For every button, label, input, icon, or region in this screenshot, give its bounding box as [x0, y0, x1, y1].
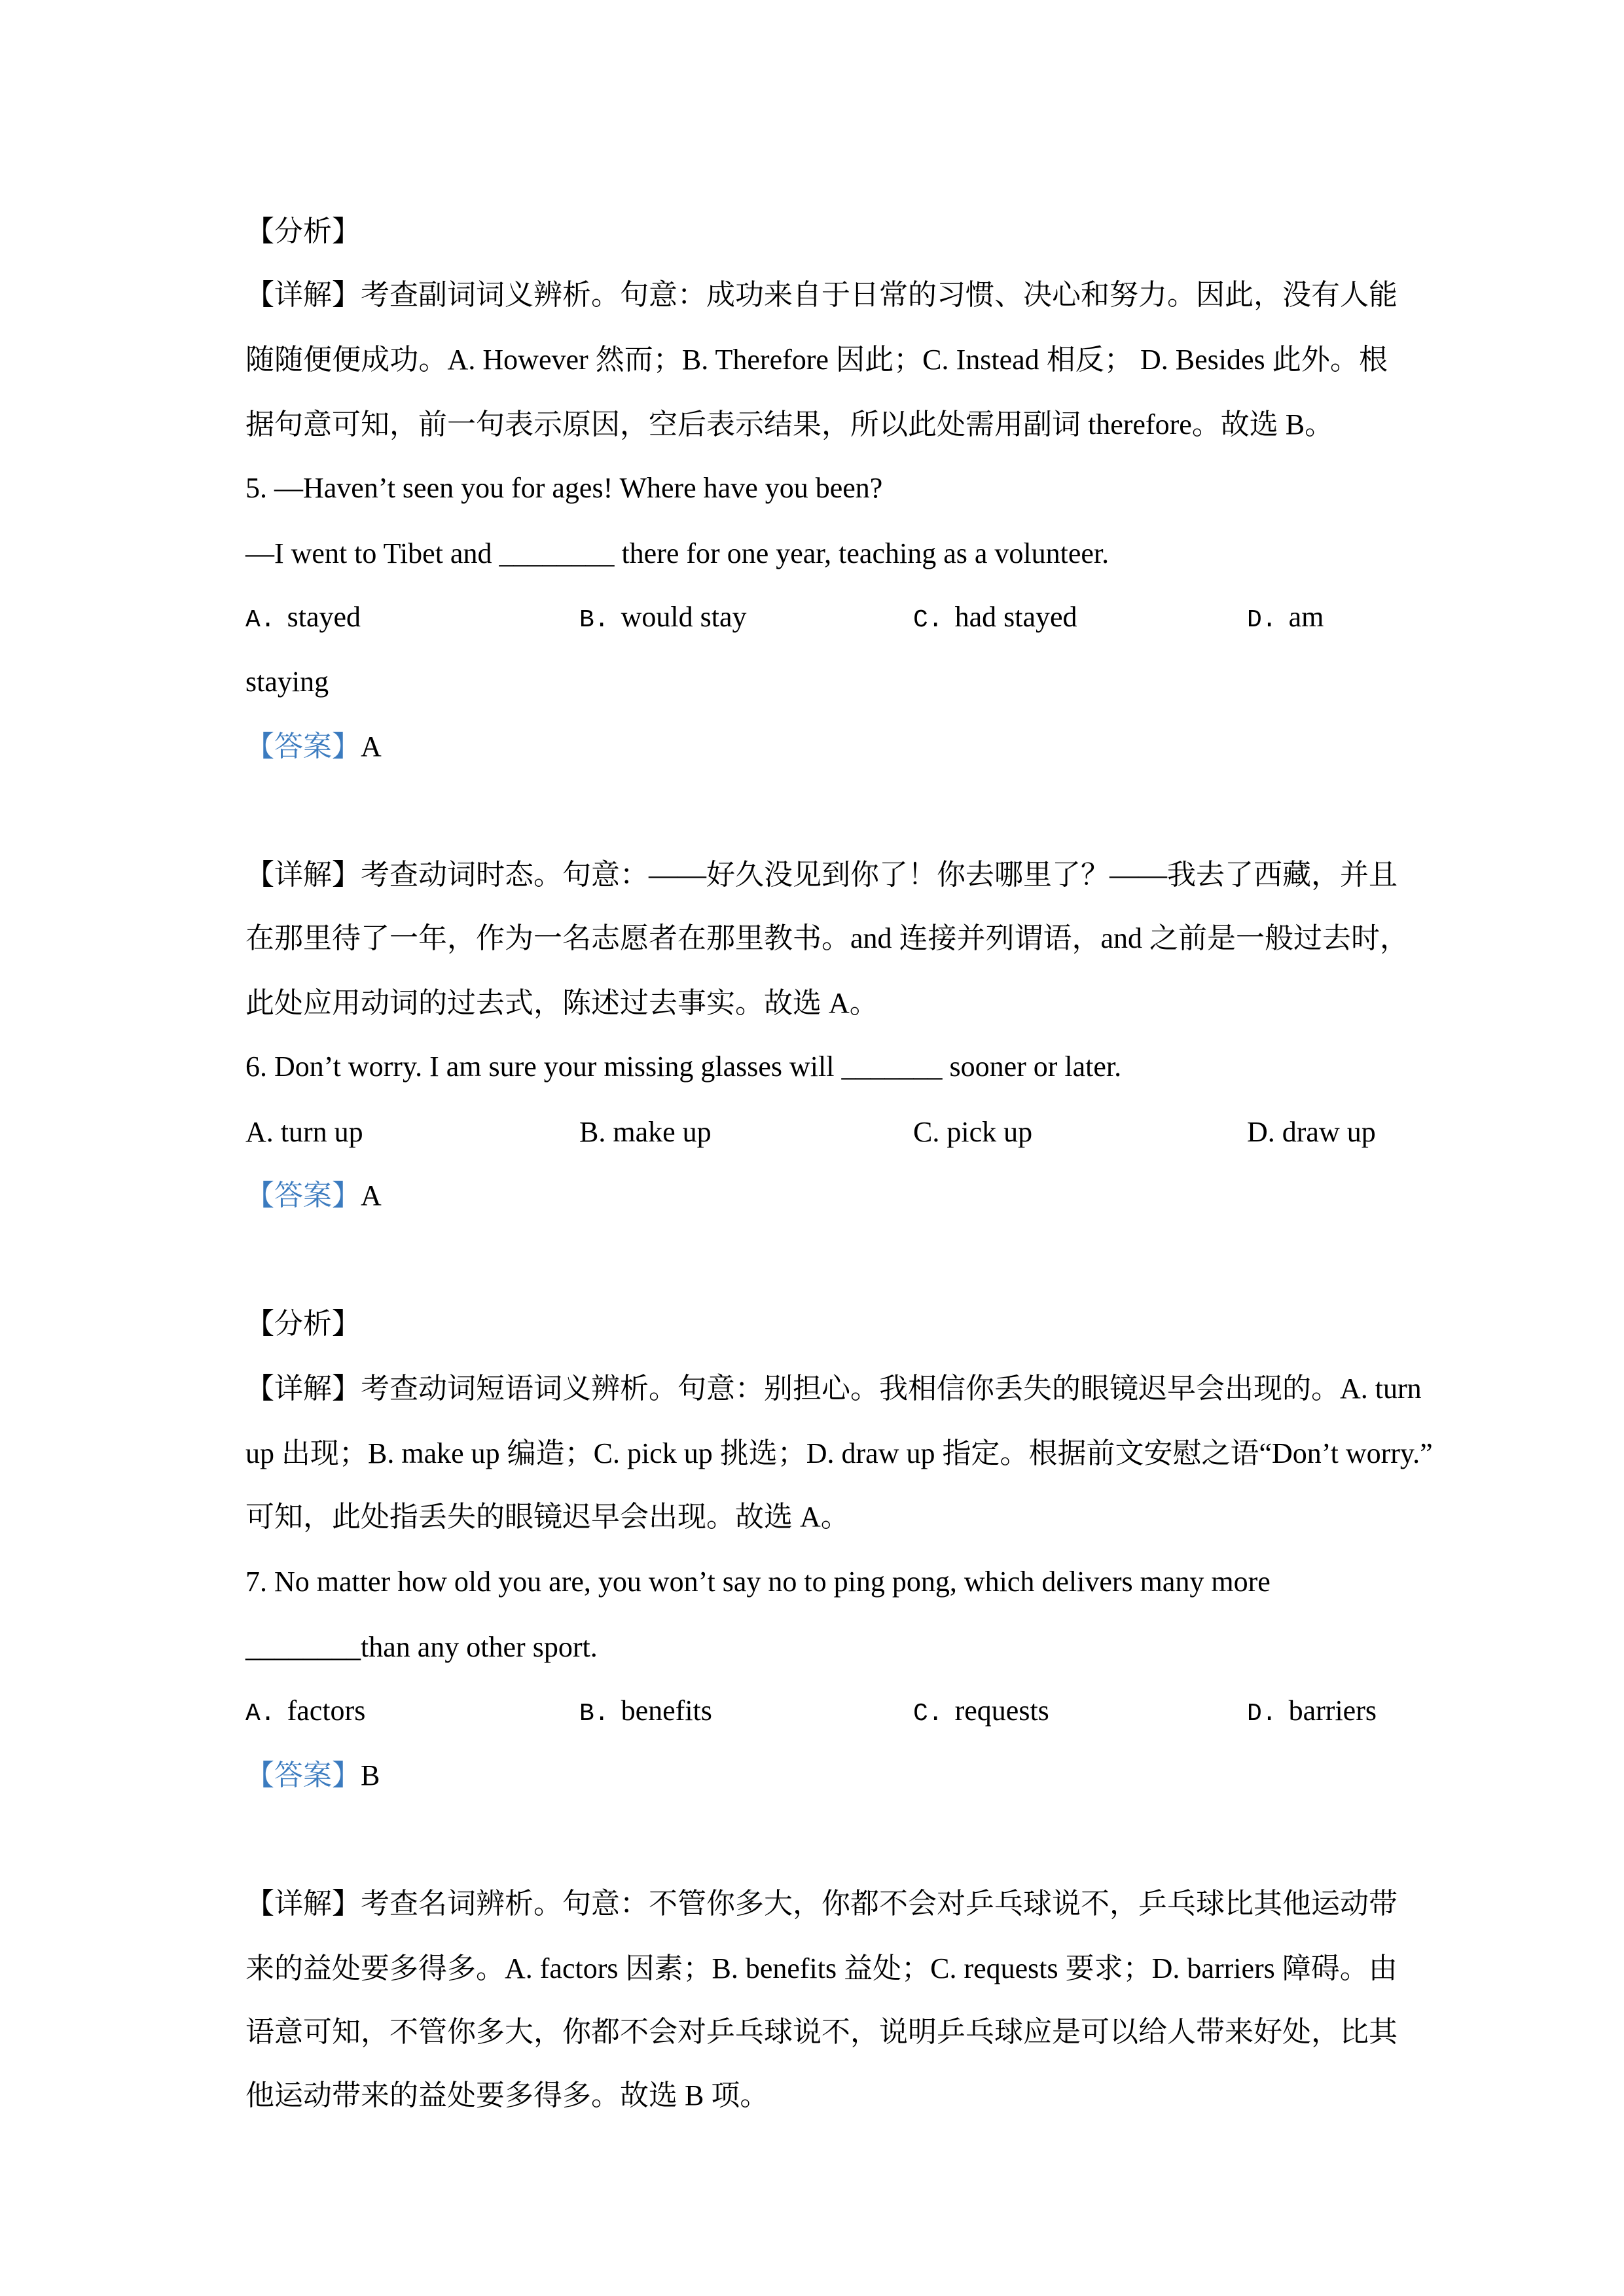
analysis-tag: 【分析】	[245, 1308, 361, 1340]
answer-tag: 【答案】	[245, 1179, 361, 1211]
option-b: B. make up	[579, 1116, 712, 1148]
option-d: D. barriers	[1247, 1695, 1377, 1728]
answer-row	[245, 1757, 1388, 1794]
detail-line: 【详解】考查副词词义辨析。句意：成功来自于日常的习惯、决心和努力。因此，没有人能	[245, 279, 1398, 311]
detail-line: 【详解】考查动词短语词义辨析。句意：别担心。我相信你丢失的眼镜迟早会出现的。A. turn	[245, 1372, 1422, 1405]
option-d-wrap: staying	[245, 666, 329, 698]
detail-line: 此处应用动词的过去式，陈述过去事实。故选 A。	[245, 987, 878, 1019]
question-7-stem-line2: ________than any other sport.	[245, 1631, 598, 1663]
option-c: C. had stayed	[913, 601, 1077, 634]
option-a: A. factors	[245, 1695, 366, 1728]
option-c: C. requests	[913, 1695, 1049, 1728]
option-c: C. pick up	[913, 1116, 1033, 1148]
answer-row	[245, 1177, 1388, 1214]
question-5-stem-line2: —I went to Tibet and ________ there for one year, teaching as a volunteer.	[245, 537, 1110, 569]
question-7-stem: 7. No matter how old you are, you won’t say no to ping pong, which delivers many more	[245, 1566, 1271, 1598]
detail-line: 在那里待了一年，作为一名志愿者在那里教书。and 连接并列谓语，and 之前是一般过去时，	[245, 922, 1409, 954]
option-a: A. turn up	[245, 1116, 363, 1148]
question-5-stem: 5. —Haven’t seen you for ages! Where have you been?	[245, 472, 883, 504]
answer-row	[245, 728, 1388, 765]
detail-line: 随随便便成功。A. However 然而；B. Therefore 因此；C. Instead 相反； D. Besides 此外。根	[245, 344, 1388, 376]
detail-line: 他运动带来的益处要多得多。故选 B 项。	[245, 2079, 769, 2111]
analysis-tag: 【分析】	[245, 215, 361, 247]
option-b: B. would stay	[579, 601, 747, 634]
detail-line: 可知，此处指丢失的眼镜迟早会出现。故选 A。	[245, 1501, 850, 1533]
option-a: A. stayed	[245, 601, 361, 634]
detail-line: 【详解】考查名词辨析。句意：不管你多大，你都不会对乒乓球说不，乒乓球比其他运动带	[245, 1888, 1398, 1920]
detail-line: 【详解】考查动词时态。句意：——好久没见到你了！你去哪里了？——我去了西藏，并且	[245, 859, 1398, 891]
answer-value: A	[361, 730, 382, 762]
answer-value: A	[361, 1179, 382, 1211]
option-d: D. draw up	[1247, 1116, 1376, 1148]
detail-line: 来的益处要多得多。A. factors 因素；B. benefits 益处；C. requests 要求；D. barriers 障碍。由	[245, 1952, 1398, 1984]
question-6-stem: 6. Don’t worry. I am sure your missing glasses will _______ sooner or later.	[245, 1050, 1122, 1083]
detail-line: 据句意可知，前一句表示原因，空后表示结果，所以此处需用副词 therefore。故选 B。	[245, 408, 1334, 440]
detail-line: 语意可知，不管你多大，你都不会对乒乓球说不，说明乒乓球应是可以给人带来好处，比其	[245, 2016, 1398, 2048]
option-d: D. am	[1247, 601, 1324, 634]
answer-value: B	[361, 1759, 380, 1791]
option-b: B. benefits	[579, 1695, 712, 1728]
detail-line: up 出现；B. make up 编造；C. pick up 挑选；D. draw up 指定。根据前文安慰之语“Don’t worry.”	[245, 1437, 1433, 1469]
answer-tag: 【答案】	[245, 730, 361, 762]
answer-tag: 【答案】	[245, 1759, 361, 1791]
